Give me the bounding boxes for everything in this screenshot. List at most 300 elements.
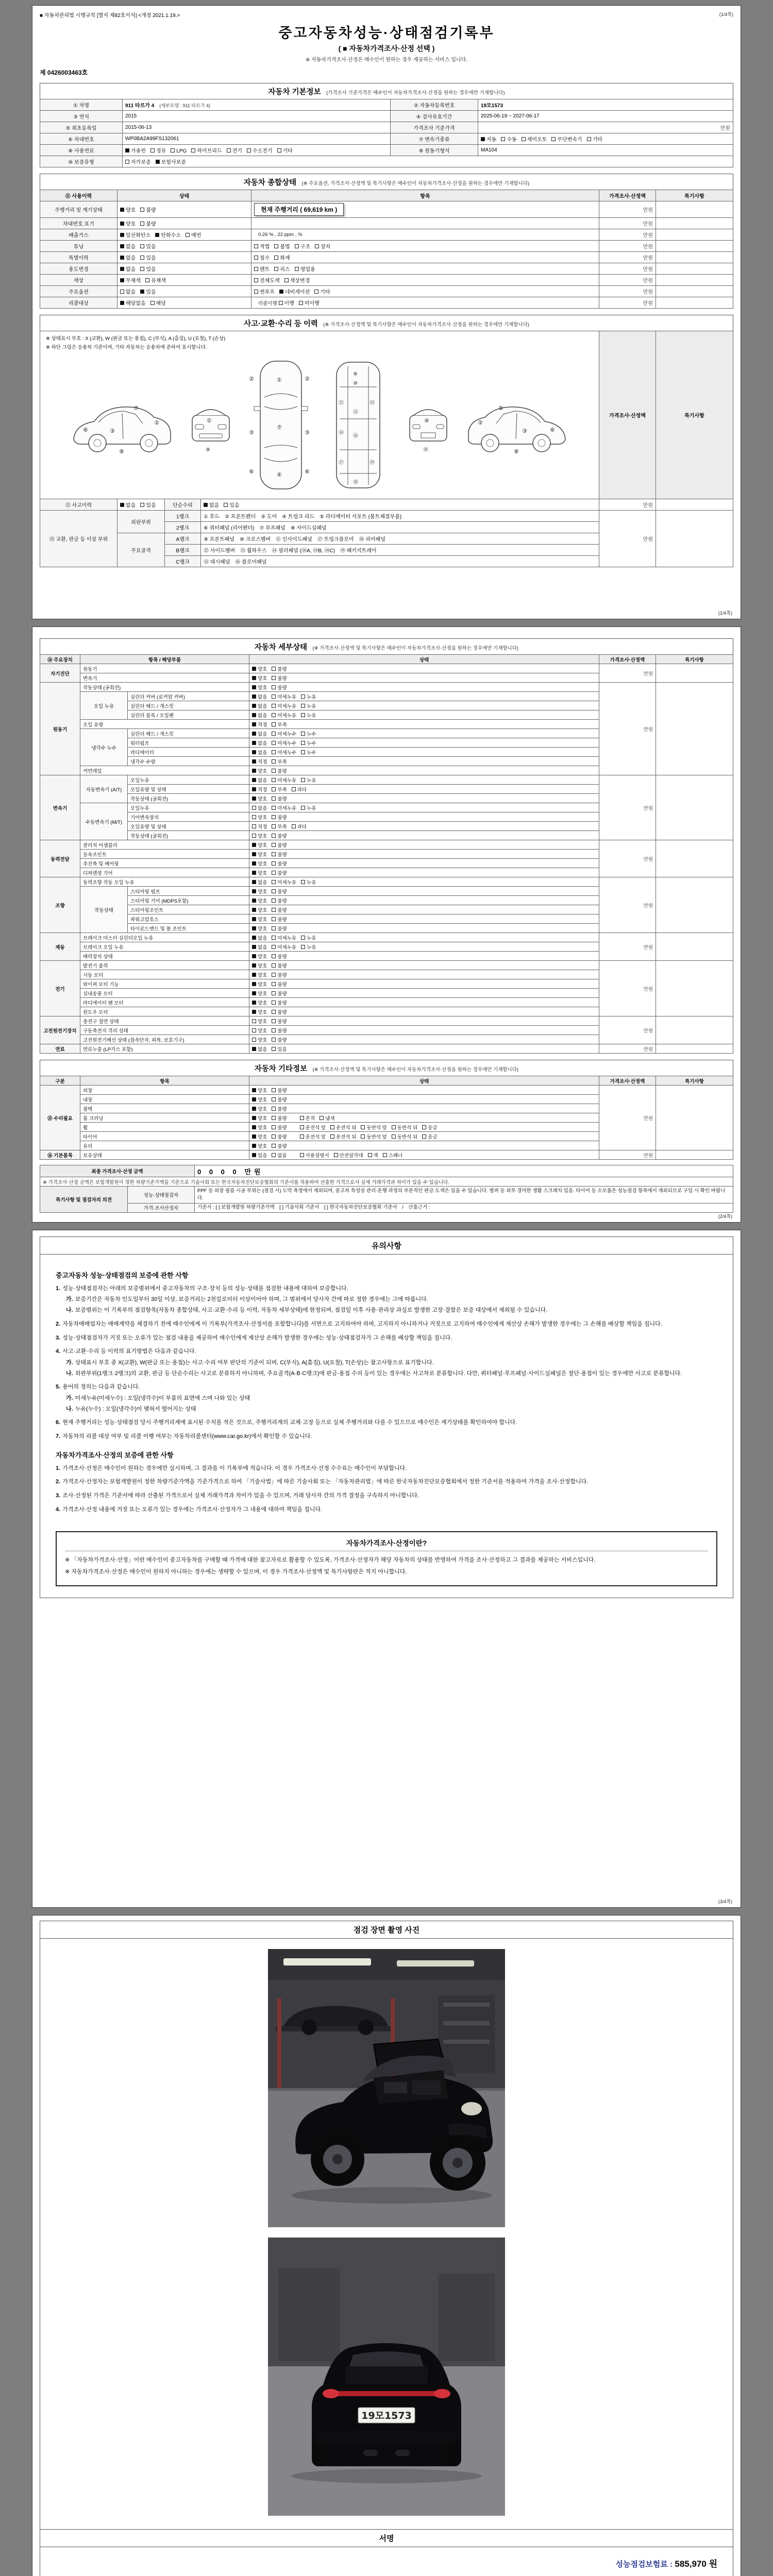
- checkbox-option[interactable]: LPG: [171, 148, 187, 154]
- checkbox-option[interactable]: 누유: [301, 878, 316, 886]
- checkbox-option[interactable]: 불량: [272, 971, 287, 978]
- unchecked-box-icon: [272, 806, 276, 810]
- checked-box-icon: [252, 991, 256, 995]
- checkbox-option[interactable]: 양호: [252, 962, 267, 969]
- rank-label: C랭크: [165, 556, 201, 567]
- checkbox-option[interactable]: 양호: [252, 767, 267, 774]
- checkbox-option[interactable]: 불량: [272, 860, 287, 867]
- checkbox-option[interactable]: 없음: [272, 1151, 287, 1159]
- checkbox-option[interactable]: 불량: [272, 906, 287, 913]
- item-label: 라디에이터: [128, 748, 249, 757]
- checkbox-option[interactable]: 양호: [120, 206, 136, 213]
- svg-text:⑱: ⑱: [423, 447, 428, 453]
- checkbox-option[interactable]: 부족: [272, 721, 287, 728]
- checkbox-option[interactable]: 양호: [120, 219, 136, 227]
- checkbox-option[interactable]: 누수: [301, 730, 316, 737]
- checkbox-option[interactable]: 누유: [301, 693, 316, 700]
- checkbox-option[interactable]: 과다: [292, 823, 307, 830]
- checkbox-option[interactable]: 없음: [252, 943, 267, 951]
- value-cell: [123, 145, 391, 156]
- checked-box-icon: [252, 1088, 256, 1092]
- label-cell: ⑦ 변속기종류: [391, 133, 478, 145]
- checkbox-option[interactable]: 있음: [252, 1151, 267, 1159]
- checkbox-option[interactable]: 없음: [120, 253, 136, 261]
- etc-info-table: [40, 1076, 733, 1160]
- checkbox-option[interactable]: 화재: [274, 253, 290, 261]
- checkbox-option[interactable]: 수소전기: [247, 146, 273, 154]
- checkbox-option[interactable]: 전기: [227, 146, 242, 154]
- checkbox-option[interactable]: 미세누유: [272, 702, 296, 709]
- column-header: 항목: [80, 1076, 249, 1086]
- price-cell: 만원: [599, 218, 656, 229]
- checkbox-option[interactable]: 과다: [292, 786, 307, 793]
- label-cell: ⑥ 차대번호: [40, 133, 123, 145]
- checkbox-option[interactable]: 운전석 앞: [300, 1124, 326, 1131]
- unchecked-box-icon: [279, 301, 283, 305]
- rank-items: ⑥ 쿼터패널 (리어펜더) ⑦ 루프패널 ⑧ 사이드실패널: [201, 522, 599, 533]
- checkbox-option[interactable]: 없음: [252, 711, 267, 719]
- checkbox-option[interactable]: 양호: [252, 1087, 267, 1094]
- checkbox-option[interactable]: 불량: [272, 1133, 287, 1140]
- checkbox-option[interactable]: 양호: [252, 980, 267, 988]
- checkbox-option[interactable]: 불량: [272, 851, 287, 858]
- checkbox-option[interactable]: 누유: [301, 776, 316, 784]
- checkbox-option[interactable]: 불량: [272, 1036, 287, 1043]
- accident-history-table: [40, 331, 733, 567]
- notice-subparagraph: 나. 누유(누수) : 오일(냉각수)이 맺혀서 떨어지는 상태: [66, 1405, 196, 1412]
- state-cell: [117, 201, 251, 218]
- checkbox-option[interactable]: 미이행: [299, 299, 320, 307]
- checkbox-option[interactable]: 있음: [140, 501, 156, 509]
- checkbox-option[interactable]: 있음: [272, 1045, 287, 1053]
- checkbox-option[interactable]: 운전석 뒤: [330, 1133, 356, 1140]
- checkbox-option[interactable]: 양호: [252, 684, 267, 691]
- checkbox-option[interactable]: 양호: [252, 888, 267, 895]
- checkbox-option[interactable]: 냄새: [320, 1114, 334, 1122]
- checkbox-option[interactable]: 보험사보증: [156, 158, 186, 165]
- state-cell: [249, 1007, 599, 1016]
- checkbox-option[interactable]: 양호: [252, 1142, 267, 1149]
- checkbox-option[interactable]: 잭: [368, 1151, 378, 1159]
- unchecked-box-icon: [272, 1038, 276, 1042]
- unchecked-box-icon: [252, 806, 256, 810]
- checkbox-option[interactable]: 없음: [120, 242, 136, 250]
- unchecked-box-icon: [227, 148, 231, 152]
- checkbox-option[interactable]: 불량: [272, 888, 287, 895]
- note-cell: [656, 252, 733, 263]
- checkbox-option[interactable]: 불량: [272, 795, 287, 802]
- section-head-overall: [40, 174, 733, 190]
- checkbox-option[interactable]: 불량: [140, 219, 156, 227]
- detail-row: [40, 961, 733, 970]
- checkbox-option[interactable]: 양호: [252, 953, 267, 960]
- checkbox-option[interactable]: 구조: [295, 242, 310, 250]
- unchecked-box-icon: [272, 704, 276, 708]
- checkbox-option[interactable]: 해당없음: [120, 299, 146, 307]
- checkbox-option[interactable]: 리스: [274, 265, 290, 273]
- unchecked-box-icon: [254, 256, 258, 260]
- state-cell: [249, 748, 599, 757]
- checkbox-option[interactable]: 부족: [272, 758, 287, 765]
- price-cell: 만원: [599, 877, 656, 933]
- checkbox-option[interactable]: 양호: [252, 795, 267, 802]
- checkbox-option[interactable]: 양호: [252, 1105, 267, 1112]
- checkbox-option[interactable]: 불량: [272, 999, 287, 1006]
- checked-box-icon: [252, 908, 256, 912]
- checkbox-option[interactable]: 양호: [252, 1018, 267, 1025]
- unchecked-box-icon: [272, 871, 276, 875]
- unchecked-box-icon: [284, 278, 289, 282]
- unchecked-box-icon: [300, 1134, 304, 1139]
- checkbox-option[interactable]: 양호: [252, 897, 267, 904]
- label-cell: ⑨ 원동기형식: [391, 145, 478, 156]
- checkbox-option[interactable]: 응급: [422, 1124, 437, 1131]
- checkbox-option[interactable]: 없음: [252, 749, 267, 756]
- unchecked-box-icon: [150, 148, 155, 152]
- checkbox-option[interactable]: 적정: [252, 721, 267, 728]
- checkbox-option[interactable]: 응급: [422, 1133, 437, 1140]
- checkbox-option[interactable]: 불량: [272, 897, 287, 904]
- checkbox-option[interactable]: 없음: [120, 265, 136, 273]
- checkbox-option[interactable]: 미세누유: [272, 943, 296, 951]
- checkbox-option[interactable]: 미세누수: [272, 730, 296, 737]
- checkbox-option[interactable]: 미세누유: [272, 693, 296, 700]
- state-cell: [249, 1095, 599, 1104]
- checkbox-option[interactable]: 불량: [140, 206, 156, 213]
- checkbox-option[interactable]: 누수: [301, 739, 316, 747]
- checkbox-option[interactable]: 없음: [120, 501, 136, 509]
- checkbox-option[interactable]: 없음: [252, 693, 267, 700]
- checkbox-option[interactable]: 동반석 뒤: [392, 1124, 417, 1131]
- checkbox-option[interactable]: 기타: [314, 287, 330, 295]
- checkbox-option[interactable]: 장치: [315, 242, 330, 250]
- checkbox-option[interactable]: 불량: [272, 990, 287, 997]
- unchecked-box-icon: [295, 244, 299, 248]
- checkbox-option[interactable]: 가솔린: [125, 146, 146, 154]
- checkbox-option[interactable]: 있음: [140, 242, 156, 250]
- note-cell: [656, 229, 733, 241]
- state-cell: [249, 850, 599, 859]
- column-header: 상태: [117, 190, 251, 201]
- svg-text:①: ①: [207, 417, 212, 424]
- note-cell: [656, 664, 733, 683]
- checkbox-option[interactable]: 양호: [252, 925, 267, 932]
- unchecked-box-icon: [300, 1125, 304, 1129]
- final-price-value: 0 0 0 0 만원: [195, 1165, 733, 1177]
- checkbox-option[interactable]: 양호: [252, 906, 267, 913]
- state-cell: [117, 241, 251, 252]
- item-label: 차대번호 표기: [40, 218, 117, 229]
- checkbox-option[interactable]: 썬루프: [254, 287, 275, 295]
- unchecked-box-icon: [272, 973, 276, 977]
- checkbox-option[interactable]: 경유: [150, 146, 166, 154]
- checkbox-option[interactable]: 불량: [272, 1027, 287, 1034]
- note-cell: [656, 683, 733, 775]
- checkbox-option[interactable]: 불량: [272, 1114, 287, 1122]
- note-cell: [656, 1150, 733, 1160]
- checkbox-option[interactable]: 침수: [254, 253, 270, 261]
- checked-box-icon: [252, 945, 256, 949]
- unchecked-box-icon: [145, 278, 149, 282]
- checkbox-option[interactable]: 불법: [274, 242, 290, 250]
- checkbox-option[interactable]: 양호: [252, 832, 267, 839]
- checkbox-option[interactable]: 불량: [272, 869, 287, 876]
- item-label: 브레이크 마스터 실린더오일 누유: [80, 933, 249, 942]
- checkbox-option[interactable]: 불량: [272, 916, 287, 923]
- item-label: 디퍼렌셜 기어: [80, 868, 249, 877]
- svg-text:③: ③: [110, 428, 115, 434]
- unchecked-box-icon: [274, 244, 278, 248]
- checkbox-option[interactable]: 불량: [272, 841, 287, 849]
- item-label: 시동 모터: [80, 970, 249, 979]
- checkbox-option[interactable]: 불량: [272, 1105, 287, 1112]
- checkbox-option[interactable]: 양호: [252, 841, 267, 849]
- checkbox-option[interactable]: 없음: [252, 776, 267, 784]
- checkbox-option[interactable]: 없음: [252, 878, 267, 886]
- checkbox-option[interactable]: 있음: [140, 287, 156, 295]
- checkbox-option[interactable]: 불량: [272, 665, 287, 672]
- checkbox-option[interactable]: 있음: [140, 253, 156, 261]
- notice-paragraph: 6. 현재 주행거리는 성능·상태점검 당시 주행거리계에 표시된 수치를 적은 것으로, 주행거리계의 교체·고장 등으로 실제 주행거리와 다를 수 있으므로 매수인은 계기상태를 확인하여야 합니다.: [56, 1419, 517, 1426]
- page-marker: (3/4쪽): [718, 1899, 732, 1904]
- checkbox-option[interactable]: 적법: [254, 242, 270, 250]
- unchecked-box-icon: [272, 889, 276, 893]
- checkbox-option[interactable]: 양호: [252, 1027, 267, 1034]
- notice-subparagraph: 가. 보증기간은 자동차 인도일부터 30일 이상, 보증거리는 2천킬로미터 이상이어야 하며, 그 범위에서 당사자 간에 따로 정한 경우에는 그에 따릅니다.: [66, 1296, 428, 1303]
- checkbox-option[interactable]: 기타: [277, 146, 293, 154]
- checkbox-option[interactable]: 매연: [186, 231, 201, 239]
- checkbox-option[interactable]: 안전삼각대: [334, 1151, 363, 1159]
- checkbox-option[interactable]: 유채색: [145, 276, 166, 284]
- state-cell: [249, 877, 599, 887]
- checkbox-option[interactable]: 해당: [150, 299, 166, 307]
- checkbox-option[interactable]: 불량: [272, 767, 287, 774]
- checkbox-option[interactable]: 양호: [252, 1124, 267, 1131]
- checkbox-option[interactable]: 불량: [272, 1087, 287, 1094]
- note-cell: [656, 961, 733, 1016]
- state-cell: [249, 720, 599, 729]
- checkbox-option[interactable]: 적정: [252, 758, 267, 765]
- checkbox-option[interactable]: 불량: [272, 953, 287, 960]
- checkbox-option[interactable]: 없음: [252, 702, 267, 709]
- checkbox-option[interactable]: 누유: [301, 711, 316, 719]
- checkbox-option[interactable]: 누유: [301, 702, 316, 709]
- checkbox-option[interactable]: 불량: [272, 1142, 287, 1149]
- checkbox-option[interactable]: 미세누유: [272, 711, 296, 719]
- checkbox-option[interactable]: 네비게이션: [279, 287, 310, 295]
- checkbox-option[interactable]: 양호: [252, 1036, 267, 1043]
- checkbox-option[interactable]: 자가보증: [125, 158, 151, 165]
- inspector-opinion-text: PPF 등 외장 필름 시공 부위는 (점검 시) 도막 측정에서 제외되며, 중고차 특성상 관리·운행 과정의 부분적인 판금·도색은 있을 수 있습니다. 범퍼 등 외부 경미한 생활 스크래치 있음. 타이어 등 소모품은 성능점검 항목에서 제외되므로 구입 시 확인 바랍니다.: [195, 1187, 733, 1204]
- final-price-note: ※ 가격조사·산정 금액은 보험개발원이 정한 차량기준가액을 기준으로 기술사회 또는 한국자동차진단보증협회의 기준서를 적용하여 산출한 가격으로서 실제 거래가격과 차이가 있을 수 있습니다.: [40, 1177, 733, 1187]
- unchecked-box-icon: [422, 1125, 426, 1129]
- checkbox-option[interactable]: 없음: [252, 1045, 267, 1053]
- checkbox-option[interactable]: 미세누유: [272, 804, 296, 811]
- checkbox-option[interactable]: 미세누수: [272, 739, 296, 747]
- column-header: 가격조사·산정액: [599, 190, 656, 201]
- item-label: 스티어링 기어 (MDPS포함): [128, 896, 249, 905]
- value-cell: MA104: [478, 145, 733, 156]
- device-label: 동력전달: [40, 840, 80, 877]
- note-cell: [656, 877, 733, 933]
- checkbox-option[interactable]: 동반석 뒤: [392, 1133, 417, 1140]
- checkbox-option[interactable]: 양호: [252, 851, 267, 858]
- checkbox-option[interactable]: 양호: [252, 869, 267, 876]
- unchecked-box-icon: [272, 982, 276, 986]
- checkbox-option[interactable]: 부족: [272, 823, 287, 830]
- car-diagram-front: [184, 392, 238, 459]
- unchecked-box-icon: [186, 233, 190, 237]
- checkbox-option[interactable]: 이행: [279, 299, 294, 307]
- state-cell: [249, 914, 599, 924]
- checked-box-icon: [252, 704, 256, 708]
- checkbox-option[interactable]: 사용설명서: [300, 1151, 329, 1159]
- checkbox-option[interactable]: 양호: [252, 971, 267, 978]
- checkbox-option[interactable]: 불량: [272, 814, 287, 821]
- checked-box-icon: [252, 685, 256, 689]
- checkbox-option[interactable]: 적정: [252, 786, 267, 793]
- checkbox-option[interactable]: 운전석 뒤: [330, 1124, 356, 1131]
- checkbox-option[interactable]: 무채색: [120, 276, 141, 284]
- item-label: 주요옵션: [40, 286, 117, 297]
- rank-items: ⑮ 대시패널 ⑯ 플로어패널: [201, 556, 599, 567]
- unchecked-box-icon: [171, 148, 175, 152]
- unchecked-box-icon: [191, 148, 195, 152]
- price-cell: 만원: [599, 252, 656, 263]
- price-cell: 만원: [599, 229, 656, 241]
- checkbox-option[interactable]: 양호: [252, 1114, 267, 1122]
- unchecked-box-icon: [422, 1134, 426, 1139]
- svg-text:①: ①: [277, 377, 282, 383]
- checkbox-option[interactable]: 탄화수소: [155, 231, 181, 239]
- state-cell: [249, 896, 599, 905]
- checkbox-option[interactable]: 미세누유: [272, 878, 296, 886]
- unchecked-box-icon: [272, 722, 276, 726]
- column-header: 항목: [251, 190, 599, 201]
- checkbox-option[interactable]: 불량: [272, 1008, 287, 1015]
- checkbox-option[interactable]: 불량: [272, 674, 287, 682]
- checked-box-icon: [252, 880, 256, 884]
- checkbox-option[interactable]: 불량: [272, 925, 287, 932]
- unchecked-box-icon: [272, 824, 276, 828]
- checkbox-option[interactable]: 불량: [272, 1018, 287, 1025]
- checkbox-option[interactable]: 있음: [224, 501, 239, 509]
- checkbox-option[interactable]: 불량: [272, 1124, 287, 1131]
- notice-body: [40, 1255, 733, 1518]
- unchecked-box-icon: [301, 750, 305, 754]
- checkbox-option[interactable]: 없음: [252, 804, 267, 811]
- checkbox-option[interactable]: 양호: [252, 1133, 267, 1140]
- unchecked-box-icon: [295, 267, 299, 271]
- checkbox-option[interactable]: 양호: [252, 860, 267, 867]
- checkbox-option[interactable]: 양호: [252, 674, 267, 682]
- checkbox-option[interactable]: 불량: [272, 962, 287, 969]
- svg-text:⑥: ⑥: [550, 427, 555, 433]
- checkbox-option[interactable]: 없음: [252, 739, 267, 747]
- section-title-etc: 자동차 기타정보: [254, 1065, 307, 1073]
- checked-box-icon: [252, 1134, 256, 1139]
- checked-box-icon: [252, 667, 256, 671]
- checkbox-option[interactable]: 있음: [140, 265, 156, 273]
- checkbox-option[interactable]: 흔적: [300, 1114, 315, 1122]
- checkbox-option[interactable]: 동반석 앞: [361, 1133, 386, 1140]
- subgroup-label: 오일 누유: [80, 692, 128, 720]
- svg-text:⑥: ⑥: [249, 468, 254, 475]
- item-label: 작동상태 (공회전): [128, 794, 249, 803]
- checkbox-option[interactable]: 누유: [301, 934, 316, 941]
- checkbox-option[interactable]: 일산화탄소: [120, 231, 150, 239]
- checkbox-option[interactable]: 운전석 앞: [300, 1133, 326, 1140]
- checkbox-option[interactable]: 양호: [252, 814, 267, 821]
- unchecked-box-icon: [140, 244, 144, 248]
- checkbox-option[interactable]: 없음: [120, 287, 136, 295]
- unchecked-box-icon: [320, 1116, 324, 1120]
- checkbox-option[interactable]: 기타: [587, 135, 602, 143]
- checkbox-option[interactable]: 양호: [252, 1008, 267, 1015]
- item-label: 추진축 및 베어링: [80, 859, 249, 868]
- checkbox-option[interactable]: 양호: [252, 665, 267, 672]
- inspection-photo-rear-view: [268, 2238, 505, 2516]
- checkbox-option[interactable]: 자동: [481, 135, 496, 143]
- checkbox-option[interactable]: 양호: [252, 999, 267, 1006]
- column-header: 구분: [40, 1076, 80, 1086]
- checkbox-option[interactable]: 하이브리드: [191, 146, 222, 154]
- unchecked-box-icon: [272, 787, 276, 791]
- unchecked-box-icon: [272, 852, 276, 856]
- item-label: 내장: [80, 1095, 249, 1104]
- checkbox-option[interactable]: 세미오토: [522, 135, 547, 143]
- checkbox-option[interactable]: 부족: [272, 786, 287, 793]
- section-title-accident: 사고·교환·수리 등 이력: [244, 320, 318, 328]
- checkbox-option[interactable]: 미세누유: [272, 776, 296, 784]
- price-cell: 만원: [599, 286, 656, 297]
- checkbox-option[interactable]: 양호: [252, 916, 267, 923]
- checkbox-option[interactable]: 없음: [252, 934, 267, 941]
- checkbox-option[interactable]: 무단변속기: [551, 135, 582, 143]
- checkbox-option[interactable]: 불량: [272, 980, 287, 988]
- checkbox-option[interactable]: 동반석 앞: [361, 1124, 386, 1131]
- checkbox-option[interactable]: 누수: [301, 749, 316, 756]
- unchecked-box-icon: [254, 278, 258, 282]
- checkbox-option[interactable]: 미세누수: [272, 749, 296, 756]
- checkbox-option[interactable]: 전체도색: [254, 276, 280, 284]
- checkbox-option[interactable]: 적정: [252, 823, 267, 830]
- unchecked-box-icon: [272, 1125, 276, 1129]
- checkbox-option[interactable]: 미세누유: [272, 934, 296, 941]
- checkbox-option[interactable]: 누유: [301, 804, 316, 811]
- checkbox-option[interactable]: 수동: [501, 135, 516, 143]
- item-label: 기어변속장치: [128, 812, 249, 822]
- checkbox-option[interactable]: 양호: [252, 1096, 267, 1103]
- checkbox-option[interactable]: 누유: [301, 943, 316, 951]
- checkbox-option[interactable]: 색상변경: [284, 276, 310, 284]
- checkbox-option[interactable]: 없음: [252, 730, 267, 737]
- checkbox-option[interactable]: 불량: [272, 684, 287, 691]
- state-cell: [249, 794, 599, 803]
- extra-cell: [251, 263, 599, 275]
- checkbox-option[interactable]: 렌트: [254, 265, 270, 273]
- unchecked-box-icon: [272, 676, 276, 680]
- checkbox-option[interactable]: 영업용: [295, 265, 315, 273]
- checkbox-option[interactable]: 불량: [272, 1096, 287, 1103]
- item-label: 스티어링조인트: [128, 905, 249, 914]
- unchecked-box-icon: [272, 685, 276, 689]
- state-cell: [249, 1016, 599, 1026]
- checkbox-option[interactable]: 불량: [272, 832, 287, 839]
- checkbox-option[interactable]: 없음: [204, 501, 219, 509]
- checkbox-option[interactable]: 스패너: [383, 1151, 403, 1159]
- checkbox-option[interactable]: 양호: [252, 990, 267, 997]
